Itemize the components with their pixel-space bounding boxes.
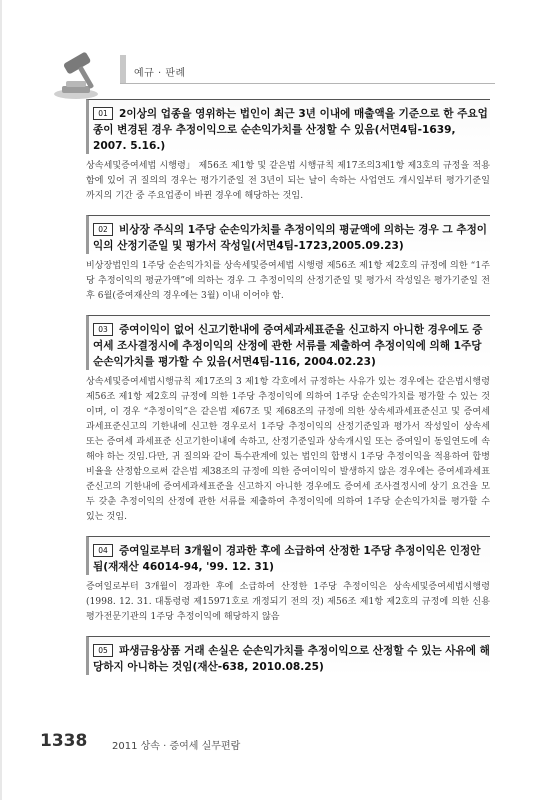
ruling-number: 04 <box>93 544 113 557</box>
ruling-heading <box>86 99 490 154</box>
ruling-title: 비상장 주식의 1주당 순손익가치를 추정이익의 평균액에 의하는 경우 그 추정이익의 산정기준일 및 평가서 작성일(서면4팀-1723,2005.09.23) <box>93 224 488 252</box>
page-number: 1338 <box>40 731 88 751</box>
header-tab-mark <box>120 55 126 83</box>
ruling-body: 증여일로부터 3개월이 경과한 후에 소급하여 산정한 1주당 추정이익은 상속세및증여세법시행령(1998. 12. 31. 대통령령 제15971호로 개정되기 전의 것) 제56조 제1항 제2호의 규정에 의한 신용평가전문기관의 1주당 추정이익에 해당하지 않음 <box>86 582 490 622</box>
ruling-number: 05 <box>93 644 113 657</box>
ruling-title: 증여이익이 없어 신고기한내에 증여세과세표준을 신고하지 아니한 경우에도 증여세 조사결정시에 추정이익의 산정에 관한 서류를 제출하여 추정이익에 의해 1주당 순손익가치를 평가할 수 있음(서면4팀-116, 2004.02.23) <box>93 324 483 368</box>
ruling-number: 02 <box>93 223 113 236</box>
ruling-body: 상속세및증여세법시행규칙 제17조의 3 제1항 각호에서 규정하는 사유가 있는 경우에는 같은법시행령 제56조 제1항 제2호의 규정에 의한 1주당 추정이익에 의하여 1주당 순손익가치를 평가할 수 있는 것이며, 이 경우 “추정이익”은 같은법 제67조 및 제68조의 규정에 의한 상속세과세표준신고 및 증여세과세표준신고의 기한내에 신고한 경우로서 1주당 추정이익의 산정기준일과 평가서 작성일이 상속세 또는 증여세 과세표준 신고기한이내에 속하고, 산정기준일과 상속개시일 또는 증여일이 동일연도에 속해야 하는 것임.다만, 귀 질의와 같이 특수관계에 있는 법인의 합병시 1주당 추정이익을 적용하여 합병비율을 산정함으로써 같은법 제38조의 규정에 의한 증여이익이 발생하지 않은 경우에는 증여세과세표준신고의 기한내에 증여세과세표준을 신고하지 아니한 경우에도 증여세 조사결정시에 상기 요건을 모두 갖춘 추정이익의 산정에 관한 서류를 제출하여 추정이익에 의하여 1주당 순손익가치를 평가할 수 있는 것임. <box>86 377 490 522</box>
ruling-item-05 <box>86 636 490 675</box>
ruling-heading <box>86 215 490 254</box>
page-edge <box>0 0 2 800</box>
book-title: 2011 상속 · 증여세 실무편람 <box>112 741 241 752</box>
ruling-item-01 <box>86 99 490 204</box>
ruling-title: 파생금융상품 거래 손실은 순손익가치를 추정이익으로 산정할 수 있는 사유에 해당하지 아니하는 것임(재산-638, 2010.08.25) <box>93 645 490 673</box>
gavel-icon <box>52 50 108 100</box>
ruling-heading <box>86 315 490 370</box>
ruling-heading <box>86 536 490 575</box>
section-title: 예규 · 판례 <box>134 68 186 79</box>
ruling-item-04 <box>86 536 490 625</box>
content-column <box>86 99 490 686</box>
ruling-item-02 <box>86 215 490 304</box>
page-footer <box>40 731 510 755</box>
header-divider <box>120 83 495 84</box>
ruling-heading <box>86 636 490 675</box>
ruling-body: 비상장법인의 1주당 순손익가치를 상속세및증여세법 시행령 제56조 제1항 제2호의 규정에 의한 “1주당 추정이익의 평균가액”에 의하는 경우 그 추정이익의 산정기준일 및 평가서 작성일은 평가기준일 전후 6월(증여재산의 경우에는 3월) 이내 이어야 함. <box>86 261 490 301</box>
ruling-body: 상속세및증여세법 시행령」 제56조 제1항 및 같은법 시행규칙 제17조의3제1항 제3호의 규정을 적용함에 있어 귀 질의의 경우는 평가기준일 전 3년이 되는 날이 속하는 사업연도 개시일부터 평가기준일까지의 기간 중 주요업종이 바뀐 경우에 해당하는 것임. <box>86 161 490 201</box>
ruling-number: 01 <box>93 107 113 120</box>
ruling-title: 2이상의 업종을 영위하는 법인이 최근 3년 이내에 매출액을 기준으로 한 주요업종이 변경된 경우 추정이익으로 순손익가치를 산정할 수 있음(서면4팀-1639, 2007. 5.16.) <box>93 108 488 152</box>
ruling-item-03 <box>86 315 490 525</box>
ruling-number: 03 <box>93 323 113 336</box>
ruling-title: 증여일로부터 3개월이 경과한 후에 소급하여 산정한 1주당 추정이익은 인정안됨(재재산 46014-94, '99. 12. 31) <box>93 545 481 573</box>
page-header <box>0 0 550 100</box>
